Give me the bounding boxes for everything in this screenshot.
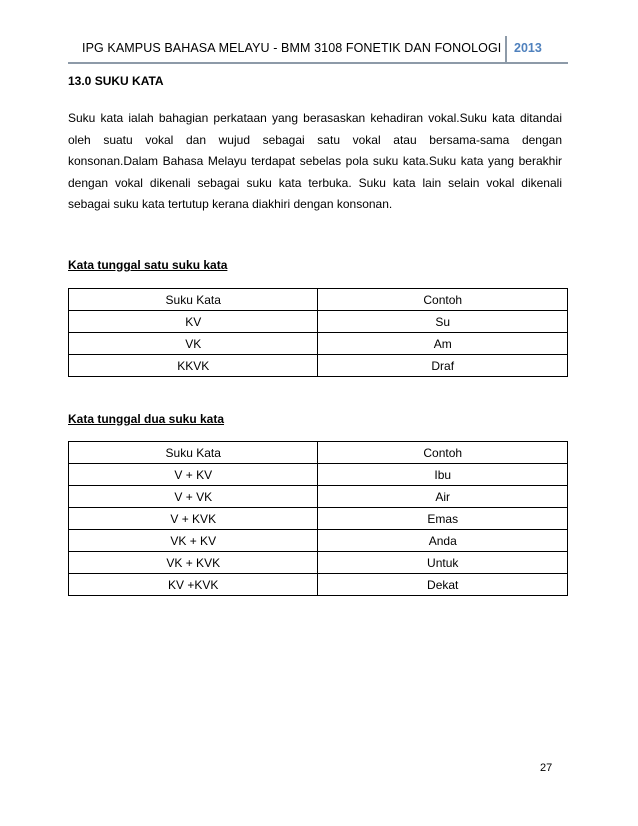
table1-heading: Kata tunggal satu suku kata: [68, 258, 228, 272]
cell-suku-kata: VK: [69, 333, 318, 355]
cell-contoh: Untuk: [318, 552, 568, 574]
table-row: [69, 464, 568, 486]
cell-suku-kata: V + VK: [69, 486, 318, 508]
table-satu-suku-kata: [68, 288, 568, 377]
column-header-suku-kata: Suku Kata: [69, 442, 318, 464]
column-header-contoh: Contoh: [318, 289, 568, 311]
table-row: [69, 508, 568, 530]
cell-suku-kata: VK + KV: [69, 530, 318, 552]
section-title: 13.0 SUKU KATA: [68, 74, 164, 88]
cell-suku-kata: VK + KVK: [69, 552, 318, 574]
cell-suku-kata: KV +KVK: [69, 574, 318, 596]
table-dua-suku-kata: [68, 441, 568, 596]
cell-contoh: Ibu: [318, 464, 568, 486]
cell-contoh: Draf: [318, 355, 568, 377]
table-header-row: [69, 289, 568, 311]
cell-suku-kata: V + KVK: [69, 508, 318, 530]
cell-contoh: Air: [318, 486, 568, 508]
section-paragraph: Suku kata ialah bahagian perkataan yang berasaskan kehadiran vokal.Suku kata ditandai oleh suatu vokal dan wujud sebagai satu vokal atau bersama-sama dengan konsonan.Dalam Bahasa Melayu terdapat sebelas pola suku kata.Suku kata yang berakhir dengan vokal dikenali sebagai suku kata terbuka. Suku kata lain selain vokal dikenali sebagai suku kata tertutup kerana diakhiri dengan konsonan.: [68, 111, 562, 212]
table-row: [69, 530, 568, 552]
table-row: [69, 574, 568, 596]
table-row: [69, 311, 568, 333]
cell-contoh: Am: [318, 333, 568, 355]
table-row: [69, 355, 568, 377]
cell-contoh: Emas: [318, 508, 568, 530]
cell-suku-kata: KV: [69, 311, 318, 333]
cell-contoh: Su: [318, 311, 568, 333]
header-title: IPG KAMPUS BAHASA MELAYU - BMM 3108 FONETIK DAN FONOLOGI: [82, 41, 502, 55]
cell-contoh: Anda: [318, 530, 568, 552]
column-header-contoh: Contoh: [318, 442, 568, 464]
page-number: 27: [540, 762, 553, 774]
table-header-row: [69, 442, 568, 464]
cell-suku-kata: KKVK: [69, 355, 318, 377]
page-header: [68, 36, 568, 64]
cell-contoh: Dekat: [318, 574, 568, 596]
table2-heading: Kata tunggal dua suku kata: [68, 412, 225, 426]
table-row: [69, 333, 568, 355]
header-year: 2013: [514, 41, 542, 55]
header-divider: [505, 36, 507, 64]
cell-suku-kata: V + KV: [69, 464, 318, 486]
column-header-suku-kata: Suku Kata: [69, 289, 318, 311]
table-row: [69, 552, 568, 574]
table-row: [69, 486, 568, 508]
